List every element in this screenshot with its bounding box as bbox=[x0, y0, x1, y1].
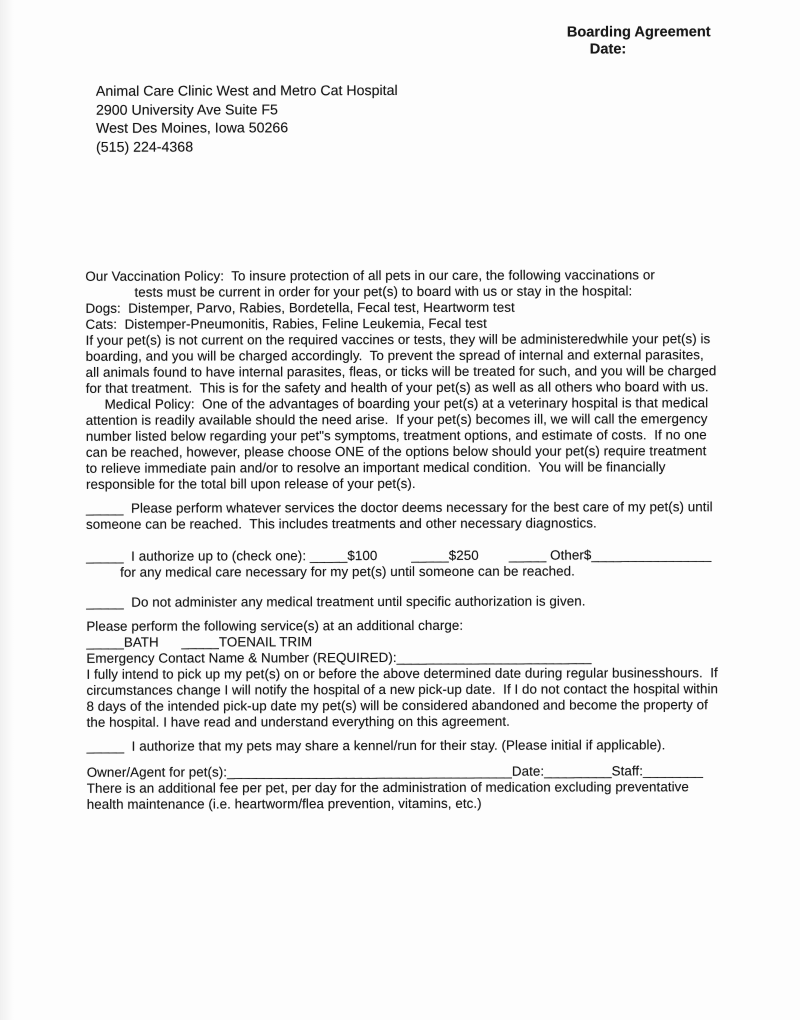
owner-signature-block: Owner/Agent for pet(s):______________________________________Date:_________Staff:________ There is an additional fee per pet, per day for the administration of medication excluding preventative health maintenance (i.e. heartworm/flea prevention, vitamins, etc.) bbox=[86, 763, 703, 812]
header-block bbox=[564, 24, 714, 58]
document-title: Boarding Agreement bbox=[566, 24, 711, 41]
clinic-phone: (515) 224-4368 bbox=[96, 139, 194, 156]
clinic-address-block bbox=[96, 82, 398, 157]
option-authorize-amount-line: _____ I authorize up to (check one): _____$100 _____$250 _____ Other$________________ for any medical care necessary for my pet(s) until someone can be reached. bbox=[86, 547, 712, 580]
date-label: Date: bbox=[589, 41, 627, 58]
option-full-care-line: _____ Please perform whatever services the doctor deems necessary for the best care of my pet(s) until someone can be reached. This includes treatments and other necessary diagnostics. bbox=[85, 499, 713, 532]
clinic-name: Animal Care Clinic West and Metro Cat Hospital bbox=[95, 83, 398, 100]
clinic-city-state: West Des Moines, Iowa 50266 bbox=[95, 120, 289, 137]
option-no-treatment-line: _____ Do not administer any medical treatment until specific authorization is given. bbox=[86, 593, 586, 610]
clinic-street: 2900 University Ave Suite F5 bbox=[95, 101, 278, 119]
vaccination-and-medical-policy-paragraph: Our Vaccination Policy: To insure protection of all pets in our care, the following vaccinations or tests must be current in order for your pet(s) to board with us or stay in the hospital: Dogs: Distemper, Parvo, Rabies, Bordetella, Fecal test, Heartworm test Cats: Distemper-Pneumonitis, Rabies, Feline Leukemia, Fecal test If your pet(s) is not current on the required vaccines or tests, they will be administeredwhile your pet(s) is boarding, and you will be charged accordingly. To prevent the spread of internal and external parasites, all animals found to have internal parasites, fleas, or ticks will be treated for such, and you will be charged for that treatment. This is for the safety and health of your pet(s) as well as all others who board with us. Medical Policy: One of the advantages of boarding your pet(s) at a veterinary hospital is that medical attention is readily available should the need arise. If your pet(s) becomes ill, we will call the emergency number listed below regarding your pet"s symptoms, treatment options, and estimate of costs. If no one can be reached, however, please choose ONE of the options below should your pet(s) require treatment to relieve immediate pain and/or to resolve an important medical condition. You will be financially responsible for the total bill upon release of your pet(s). bbox=[85, 267, 717, 492]
kennel-share-authorization-line: _____ I authorize that my pets may share a kennel/run for their stay. (Please initial if applicable). bbox=[86, 737, 666, 754]
services-and-pickup-paragraph: Please perform the following service(s) at an additional charge: _____BATH _____TOENAIL TRIM Emergency Contact Name & Number (REQUIRED):__________________________ I fully intend to pick up my pet(s) on or before the above determined date during regular businesshours. If circumstances change I will notify the hospital of a new pick-up date. If I do not contact the hospital within 8 days of the intended pick-up date my pet(s) will be considered abandoned and become the property of the hospital. I have read and understand everything on this agreement. bbox=[86, 617, 719, 730]
